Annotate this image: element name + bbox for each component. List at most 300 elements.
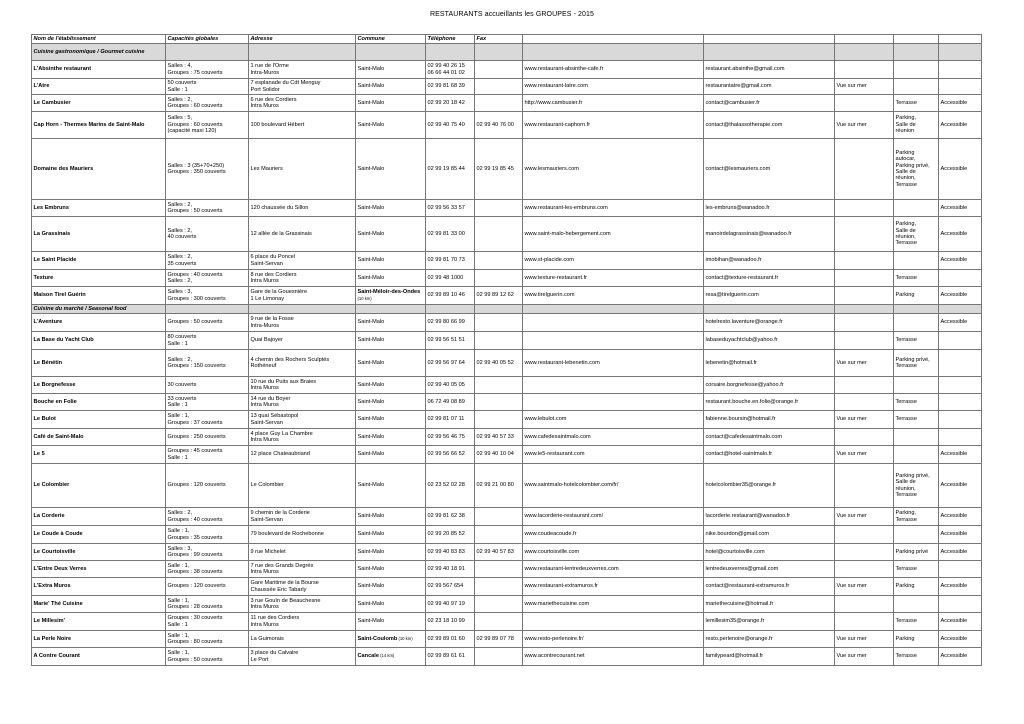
website-link[interactable]: www.le5-restaurant.com	[523, 446, 704, 464]
section-cell	[939, 305, 982, 314]
commune-cell	[356, 270, 426, 287]
commune-cell	[356, 112, 426, 139]
email-link[interactable]: les-embruns@wanadoo.fr	[704, 200, 835, 217]
fax-cell: 02 99 89 07 78	[475, 631, 523, 648]
commune-cell	[356, 508, 426, 526]
restaurant-name: Le Cambusier	[32, 95, 166, 112]
fax-cell	[475, 332, 523, 350]
sea-view-cell: Vue sur mer	[835, 508, 894, 526]
website-link[interactable]: www.saintmalo-hotelcolombier.com/fr/	[523, 464, 704, 508]
phone-cell: 02 99 40 18 91	[426, 561, 475, 578]
restaurant-name: Maison Tirel Guérin	[32, 287, 166, 305]
website-link[interactable]: www.courtoisville.com	[523, 544, 704, 561]
website-link[interactable]: www.cafedesaintmalo.com	[523, 429, 704, 446]
phone-cell: 02 99 40 97 19	[426, 596, 475, 613]
capacity-cell: Salles : 3 (35+70+250) Groupes : 350 couverts	[166, 139, 249, 200]
amenities-cell	[894, 429, 939, 446]
email-link[interactable]: labaseduyachtclub@yahoo.fr	[704, 332, 835, 350]
amenities-cell: Terrasse	[894, 561, 939, 578]
sea-view-cell	[835, 429, 894, 446]
fax-cell	[475, 95, 523, 112]
address-cell: 4 place Guy La Chambre Intra Muros	[249, 429, 356, 446]
website-link[interactable]: www.tirelguerin.com	[523, 287, 704, 305]
website-link	[523, 314, 704, 332]
phone-cell: 02 23 52 02 28	[426, 464, 475, 508]
table-row	[32, 79, 982, 95]
commune-name: Cancale	[357, 653, 379, 660]
capacity-cell: Salles : 3, Groupes : 300 couverts	[166, 287, 249, 305]
amenities-cell	[894, 200, 939, 217]
section-cell	[475, 44, 523, 61]
email-link[interactable]: corsaire.borgnefesse@yahoo.fr	[704, 377, 835, 394]
table-row	[32, 596, 982, 613]
address-cell: 6 place du Poncel Saint-Servan	[249, 252, 356, 270]
capacity-cell: Groupes : 45 couverts Salle : 1	[166, 446, 249, 464]
amenities-cell: Parking privé, Terrasse	[894, 350, 939, 377]
table-row	[32, 252, 982, 270]
sea-view-cell	[835, 596, 894, 613]
section-row	[32, 305, 982, 314]
fax-cell: 02 99 19 85 45	[475, 139, 523, 200]
capacity-cell: Groupes : 50 couverts	[166, 314, 249, 332]
website-link[interactable]: www.lesmauriers.com	[523, 139, 704, 200]
restaurant-name: A Contre Courant	[32, 648, 166, 666]
fax-cell	[475, 217, 523, 252]
restaurant-name: L'Absinthe restaurant	[32, 61, 166, 79]
column-header: Capacités globales	[166, 35, 249, 44]
capacity-cell: Groupes : 250 couverts	[166, 429, 249, 446]
restaurant-name: Cap Horn - Thermes Marins de Saint-Malo	[32, 112, 166, 139]
amenities-cell: Terrasse	[894, 270, 939, 287]
website-link[interactable]: http://www.cambusier.fr	[523, 95, 704, 112]
website-link[interactable]: www.lacorderie-restaurant.com/	[523, 508, 704, 526]
table-row	[32, 544, 982, 561]
commune-cell	[356, 377, 426, 394]
sea-view-cell	[835, 561, 894, 578]
amenities-cell: Terrasse	[894, 332, 939, 350]
table-row	[32, 613, 982, 631]
amenities-cell: Terrasse	[894, 613, 939, 631]
section-row	[32, 44, 982, 61]
table-row	[32, 270, 982, 287]
phone-cell: 02 99 56 97 64	[426, 350, 475, 377]
commune-name: Saint-Malo	[357, 433, 385, 440]
phone-cell: 02 99 89 01 60	[426, 631, 475, 648]
commune-name: Saint-Malo	[357, 359, 385, 366]
table-row	[32, 314, 982, 332]
restaurant-name: Le Coude à Coude	[32, 526, 166, 544]
phone-cell: 02 99 48 1000	[426, 270, 475, 287]
sea-view-cell	[835, 526, 894, 544]
address-cell: 9 chemin de la Corderie Saint-Servan	[249, 508, 356, 526]
accessibility-cell: Accessible	[939, 613, 982, 631]
sea-view-cell	[835, 61, 894, 79]
website-link	[523, 394, 704, 411]
commune-name: Saint-Malo	[357, 451, 385, 458]
capacity-cell: 33 couverts Salle : 1	[166, 394, 249, 411]
address-cell: 11 rue des Cordiers Intra Muros	[249, 613, 356, 631]
amenities-cell	[894, 314, 939, 332]
restaurant-name: Le Millesim'	[32, 613, 166, 631]
email-link[interactable]: restaurant.absinthe@gmail.com	[704, 61, 835, 79]
accessibility-cell: Accessible	[939, 526, 982, 544]
phone-cell: 02 99 81 68 39	[426, 79, 475, 95]
accessibility-cell	[939, 429, 982, 446]
capacity-cell: Salles : 2, 35 couverts	[166, 252, 249, 270]
commune-name: Saint-Malo	[357, 204, 385, 211]
website-link[interactable]: www.restaurant-lebenetin.com	[523, 350, 704, 377]
commune-name: Saint-Malo	[357, 337, 385, 344]
commune-cell	[356, 252, 426, 270]
page-title: RESTAURANTS accueillants les GROUPES - 2015	[429, 11, 595, 18]
sea-view-cell	[835, 287, 894, 305]
restaurant-name: Le Courtoisville	[32, 544, 166, 561]
column-header: Fax	[475, 35, 523, 44]
table-row	[32, 508, 982, 526]
commune-name: Saint-Coulomb	[357, 635, 398, 642]
column-header	[704, 35, 835, 44]
commune-name: Saint-Malo	[357, 99, 385, 106]
table-row	[32, 350, 982, 377]
commune-cell	[356, 446, 426, 464]
capacity-cell: Salle : 1, Groupes : 28 couverts	[166, 596, 249, 613]
fax-cell	[475, 61, 523, 79]
sea-view-cell	[835, 217, 894, 252]
commune-cell	[356, 648, 426, 666]
accessibility-cell: Accessible	[939, 648, 982, 666]
capacity-cell: Salle : 1, Groupes : 37 couverts	[166, 411, 249, 429]
capacity-cell: Groupes : 120 couverts	[166, 464, 249, 508]
address-cell: 120 chaussée du Sillon	[249, 200, 356, 217]
website-link	[523, 613, 704, 631]
table-row	[32, 112, 982, 139]
commune-cell	[356, 332, 426, 350]
website-link[interactable]: www.restaurant-les-embruns.com	[523, 200, 704, 217]
accessibility-cell	[939, 596, 982, 613]
column-header: Nom de l'établissement	[32, 35, 166, 44]
section-cell	[835, 44, 894, 61]
email-link[interactable]: lentredeuxverres@gmail.com	[704, 561, 835, 578]
restaurant-name: Les Embruns	[32, 200, 166, 217]
fax-cell	[475, 596, 523, 613]
amenities-cell: Parking	[894, 631, 939, 648]
restaurant-name: Café de Saint-Malo	[32, 429, 166, 446]
amenities-cell	[894, 446, 939, 464]
website-link[interactable]: www.acontrecourant.net	[523, 648, 704, 666]
accessibility-cell	[939, 270, 982, 287]
email-link[interactable]: hotel@courtoisville.com	[704, 544, 835, 561]
email-link[interactable]: nike.bourdon@gmail.com	[704, 526, 835, 544]
phone-cell: 02 99 40 05 05	[426, 377, 475, 394]
section-label: Cuisine du marché / Seasonal food	[32, 305, 166, 314]
restaurants-table	[31, 34, 982, 666]
fax-cell: 02 99 89 12 62	[475, 287, 523, 305]
accessibility-cell: Accessible	[939, 287, 982, 305]
capacity-cell: Salles : 2, Groupes : 50 couverts	[166, 200, 249, 217]
address-cell: 1 rue de l'Orme Intra-Muros	[249, 61, 356, 79]
table-row	[32, 95, 982, 112]
fax-cell	[475, 79, 523, 95]
restaurant-name: Bouche en Folie	[32, 394, 166, 411]
table-row	[32, 332, 982, 350]
address-cell: 9 rue de la Fosse Intra-Muros	[249, 314, 356, 332]
commune-name: Saint-Malo	[357, 165, 385, 172]
email-link[interactable]: restaurantatre@gmail.com	[704, 79, 835, 95]
column-header	[939, 35, 982, 44]
phone-cell: 02 99 81 70 73	[426, 252, 475, 270]
website-link[interactable]: www.restaurant-latre.com	[523, 79, 704, 95]
website-link[interactable]: www.st-placide.com	[523, 252, 704, 270]
email-link[interactable]: contact@cafedesaintmalo.com	[704, 429, 835, 446]
phone-cell: 02 99 40 83 83	[426, 544, 475, 561]
accessibility-cell: Accessible	[939, 544, 982, 561]
column-header	[894, 35, 939, 44]
capacity-cell: Salles : 5, Groupes : 60 couverts (capacité maxi 120)	[166, 112, 249, 139]
email-link[interactable]: lemillesim35@orange.fr	[704, 613, 835, 631]
capacity-cell: Salles : 2, Groupes : 60 couverts	[166, 95, 249, 112]
amenities-cell	[894, 526, 939, 544]
address-cell: 10 rue du Puits aux Braies Intra Muros	[249, 377, 356, 394]
amenities-cell: Terrasse	[894, 394, 939, 411]
table-row	[32, 561, 982, 578]
accessibility-cell: Accessible	[939, 631, 982, 648]
commune-name: Saint-Malo	[357, 319, 385, 326]
website-link[interactable]: www.resto-perlenoire.fr/	[523, 631, 704, 648]
sea-view-cell	[835, 200, 894, 217]
commune-name: Saint-Malo	[357, 513, 385, 520]
email-link[interactable]: fabienne.boursin@hotmail.fr	[704, 411, 835, 429]
amenities-cell: Parking	[894, 287, 939, 305]
website-link[interactable]: www.restaurant-caphorn.fr	[523, 112, 704, 139]
address-cell: 3 place du Calvaire Le Port	[249, 648, 356, 666]
website-link[interactable]: www.restaurant-absinthe-cafe.fr	[523, 61, 704, 79]
accessibility-cell: Accessible	[939, 446, 982, 464]
commune-name: Saint-Malo	[357, 618, 385, 625]
address-cell: La Guimorais	[249, 631, 356, 648]
amenities-cell: Terrasse	[894, 95, 939, 112]
capacity-cell: Salles : 2, Groupes : 150 couverts	[166, 350, 249, 377]
phone-cell: 02 99 81 33 00	[426, 217, 475, 252]
fax-cell	[475, 411, 523, 429]
restaurant-name: Domaine des Mauriers	[32, 139, 166, 200]
commune-name: Saint-Malo	[357, 600, 385, 607]
fax-cell	[475, 578, 523, 596]
sea-view-cell: Vue sur mer	[835, 79, 894, 95]
amenities-cell	[894, 377, 939, 394]
amenities-cell	[894, 61, 939, 79]
website-link[interactable]: www.saint-malo-hebergement.com	[523, 217, 704, 252]
email-link[interactable]: mariethecuisine@hotmail.fr	[704, 596, 835, 613]
email-link[interactable]: hotelresto.laventure@orange.fr	[704, 314, 835, 332]
address-cell: 7 esplanade du Cdt Menguy Port Solidor	[249, 79, 356, 95]
restaurant-name: L'Entre Deux Verres	[32, 561, 166, 578]
commune-cell	[356, 596, 426, 613]
capacity-cell: Salle : 1, Groupes : 50 couverts	[166, 648, 249, 666]
commune-cell	[356, 139, 426, 200]
website-link[interactable]: www.texture-restaurant.fr	[523, 270, 704, 287]
section-cell	[894, 44, 939, 61]
commune-name: Saint-Malo	[357, 274, 385, 281]
email-link[interactable]: imobihan@wanadoo.fr	[704, 252, 835, 270]
table-header-row	[32, 35, 982, 44]
fax-cell	[475, 508, 523, 526]
amenities-cell	[894, 79, 939, 95]
email-link[interactable]: resa@tirelguerin.com	[704, 287, 835, 305]
phone-cell: 02 99 81 62 38	[426, 508, 475, 526]
amenities-cell	[894, 252, 939, 270]
address-cell: 12 allée de la Grassinais	[249, 217, 356, 252]
commune-distance: (10 km)	[357, 295, 372, 301]
commune-cell	[356, 350, 426, 377]
phone-cell: 02 23 18 10 99	[426, 613, 475, 631]
phone-cell: 02 99 20 18 42	[426, 95, 475, 112]
fax-cell	[475, 377, 523, 394]
fax-cell	[475, 270, 523, 287]
address-cell: 12 place Chateaubriand	[249, 446, 356, 464]
address-cell: 8 rue des Cordiers Intra Muros	[249, 270, 356, 287]
email-link[interactable]: lacorderie.restaurant@wanadoo.fr	[704, 508, 835, 526]
website-link[interactable]: www.restaurant-extramuros.fr	[523, 578, 704, 596]
sea-view-cell	[835, 544, 894, 561]
sea-view-cell	[835, 464, 894, 508]
commune-cell	[356, 314, 426, 332]
phone-cell: 02 99 80 66 99	[426, 314, 475, 332]
restaurant-name: La Base du Yacht Club	[32, 332, 166, 350]
table-row	[32, 648, 982, 666]
email-link[interactable]: familypeard@hotmail.fr	[704, 648, 835, 666]
fax-cell	[475, 526, 523, 544]
column-header	[523, 35, 704, 44]
accessibility-cell	[939, 411, 982, 429]
fax-cell: 02 99 40 76 00	[475, 112, 523, 139]
fax-cell: 02 99 21 00 80	[475, 464, 523, 508]
commune-name: Saint-Malo	[357, 548, 385, 555]
email-link[interactable]: contact@cambusier.fr	[704, 95, 835, 112]
sea-view-cell: Vue sur mer	[835, 350, 894, 377]
email-link[interactable]: contact@restaurant-extramuros.fr	[704, 578, 835, 596]
commune-cell	[356, 394, 426, 411]
phone-cell: 02 99 56 66 52	[426, 446, 475, 464]
commune-cell	[356, 613, 426, 631]
amenities-cell	[894, 596, 939, 613]
commune-distance: (14 km)	[378, 653, 395, 659]
table-row	[32, 61, 982, 79]
restaurant-name: Marie' Thé Cuisine	[32, 596, 166, 613]
email-link[interactable]: contact@lesmauriers.com	[704, 139, 835, 200]
commune-cell	[356, 411, 426, 429]
email-link[interactable]: lebenetin@hotmail.fr	[704, 350, 835, 377]
capacity-cell: Groupes : 40 couverts Salles : 2,	[166, 270, 249, 287]
website-link	[523, 332, 704, 350]
section-cell	[426, 305, 475, 314]
commune-name: Saint-Méloir-des-Ondes	[357, 289, 421, 296]
email-link[interactable]: restaurant.bouche.en.folie@orange.fr	[704, 394, 835, 411]
commune-cell	[356, 79, 426, 95]
table-row	[32, 526, 982, 544]
amenities-cell: Terrasse	[894, 648, 939, 666]
email-link[interactable]: contact@texture-restaurant.fr	[704, 270, 835, 287]
website-link[interactable]: www.coudeacoude.fr	[523, 526, 704, 544]
table-row	[32, 377, 982, 394]
section-cell	[426, 44, 475, 61]
sea-view-cell	[835, 252, 894, 270]
section-cell	[704, 44, 835, 61]
accessibility-cell	[939, 61, 982, 79]
commune-cell	[356, 61, 426, 79]
email-link[interactable]: contact@hotel-saintmalo.fr	[704, 446, 835, 464]
amenities-cell: Parking	[894, 578, 939, 596]
amenities-cell: Terrasse	[894, 411, 939, 429]
address-cell: 4 chemin des Rochers Sculptés Rothéneuf	[249, 350, 356, 377]
fax-cell	[475, 314, 523, 332]
sea-view-cell: Vue sur mer	[835, 631, 894, 648]
sea-view-cell	[835, 270, 894, 287]
commune-name: Saint-Malo	[357, 531, 385, 538]
section-cell	[249, 44, 356, 61]
email-link[interactable]: resto.perlenoire@orange.fr	[704, 631, 835, 648]
amenities-cell: Parking privé, Salle de réunion, Terrasse	[894, 464, 939, 508]
phone-cell: 02 99 81 07 11	[426, 411, 475, 429]
email-link[interactable]: manoirdelagrassinais@wanadoo.fr	[704, 217, 835, 252]
phone-cell: 06 72 49 08 89	[426, 394, 475, 411]
fax-cell	[475, 613, 523, 631]
table-row	[32, 139, 982, 200]
commune-name: Saint-Malo	[357, 230, 385, 237]
section-cell	[356, 44, 426, 61]
website-link[interactable]: www.lebulot.com	[523, 411, 704, 429]
commune-distance: (10 km)	[397, 635, 413, 641]
accessibility-cell	[939, 350, 982, 377]
section-cell	[704, 305, 835, 314]
capacity-cell: Salles : 2, Groupes : 40 couverts	[166, 508, 249, 526]
accessibility-cell: Accessible	[939, 252, 982, 270]
fax-cell	[475, 394, 523, 411]
accessibility-cell: Accessible	[939, 508, 982, 526]
phone-cell: 02 99 40 75 40	[426, 112, 475, 139]
sea-view-cell	[835, 95, 894, 112]
fax-cell	[475, 648, 523, 666]
amenities-cell: Parking, Terrasse	[894, 508, 939, 526]
table-row	[32, 394, 982, 411]
address-cell: Gare Maritime de la Bourse Chaussée Eric Tabarly	[249, 578, 356, 596]
accessibility-cell: Accessible	[939, 464, 982, 508]
restaurant-name: Le Colombier	[32, 464, 166, 508]
phone-cell: 02 99 40 26 15 06 66 44 01 02	[426, 61, 475, 79]
address-cell: 100 boulevard Hébert	[249, 112, 356, 139]
sea-view-cell	[835, 394, 894, 411]
email-link[interactable]: hotelcolombier35@orange.fr	[704, 464, 835, 508]
section-cell	[166, 44, 249, 61]
commune-cell	[356, 561, 426, 578]
section-cell	[523, 305, 704, 314]
phone-cell: 02 99 56 51 51	[426, 332, 475, 350]
accessibility-cell: Accessible	[939, 314, 982, 332]
website-link[interactable]: www.mariethecuisine.com	[523, 596, 704, 613]
email-link[interactable]: contact@thalassotherapie.com	[704, 112, 835, 139]
capacity-cell: 30 couverts	[166, 377, 249, 394]
commune-cell	[356, 544, 426, 561]
fax-cell	[475, 561, 523, 578]
table-row	[32, 429, 982, 446]
capacity-cell: Salles : 3, Groupes : 99 couverts	[166, 544, 249, 561]
accessibility-cell: Accessible	[939, 95, 982, 112]
phone-cell: 02 99 89 61 61	[426, 648, 475, 666]
commune-name: Saint-Malo	[357, 121, 385, 128]
commune-cell	[356, 464, 426, 508]
website-link[interactable]: www.restaurant-lentredeuxverres.com	[523, 561, 704, 578]
phone-cell: 02 99 56 33 57	[426, 200, 475, 217]
address-cell: 6 rue des Cordiers Intra Muros	[249, 95, 356, 112]
